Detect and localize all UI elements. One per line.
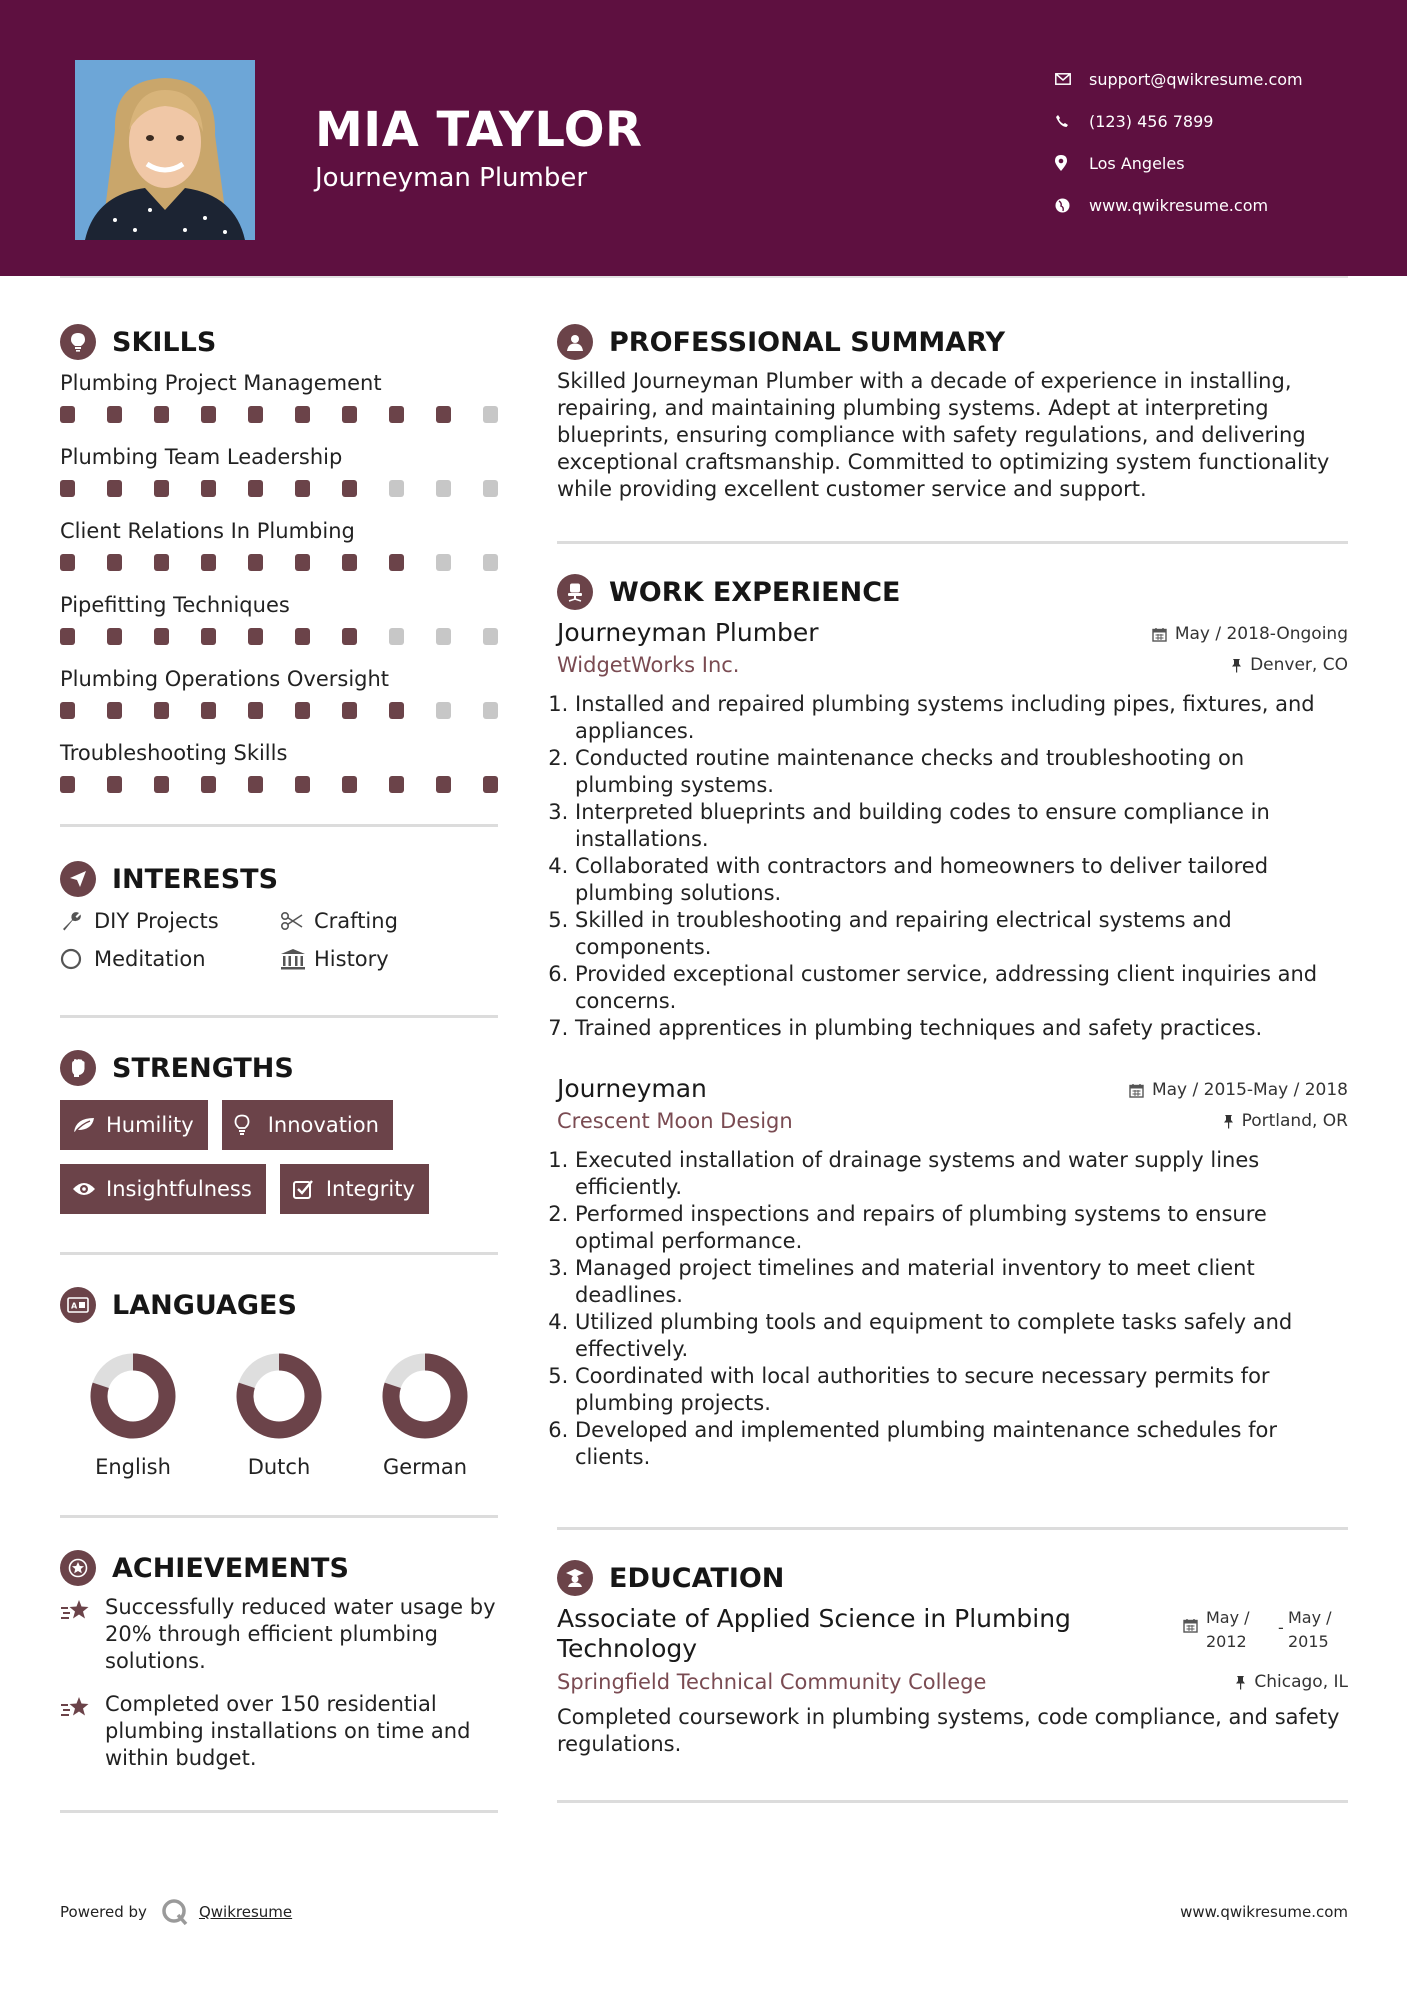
rating-dot-empty bbox=[483, 628, 498, 645]
summary-title: PROFESSIONAL SUMMARY bbox=[609, 326, 1006, 358]
contact-email-text: support@qwikresume.com bbox=[1089, 69, 1303, 89]
strengths-list bbox=[60, 1100, 498, 1214]
rating-dot-filled bbox=[342, 480, 357, 497]
duty-item: 2. Performed inspections and repairs of plumbing systems to ensure optimal performance. bbox=[575, 1201, 1348, 1255]
strength-badge bbox=[280, 1164, 429, 1214]
job-header bbox=[557, 1074, 1348, 1103]
circle-icon bbox=[60, 948, 94, 970]
interest-item bbox=[280, 947, 498, 971]
rating-dot-filled bbox=[342, 554, 357, 571]
rating-dot-filled bbox=[60, 776, 75, 793]
job-title: Journeyman bbox=[557, 1074, 707, 1103]
contact-website[interactable] bbox=[1055, 184, 1395, 226]
duty-item: 4. Utilized plumbing tools and equipment to complete tasks safely and effectively. bbox=[575, 1309, 1348, 1363]
education-end bbox=[1288, 1606, 1348, 1654]
job-location-text: Portland, OR bbox=[1241, 1111, 1348, 1131]
skill-rating bbox=[60, 768, 498, 812]
duty-item: 5. Coordinated with local authorities to secure necessary permits for plumbing projects. bbox=[575, 1363, 1348, 1417]
rating-dot-filled bbox=[154, 776, 169, 793]
experience-section bbox=[557, 572, 1348, 1471]
duty-item: 1. Executed installation of drainage systems and water supply lines efficiently. bbox=[575, 1147, 1348, 1201]
contact-email[interactable] bbox=[1055, 58, 1395, 100]
duty-item: 4. Collaborated with contractors and homeowners to deliver tailored plumbing solutions. bbox=[575, 853, 1348, 907]
job-duties bbox=[557, 691, 1348, 1042]
section-divider bbox=[60, 1515, 498, 1518]
languages-section bbox=[60, 1285, 498, 1479]
duty-item: 3. Interpreted blueprints and building codes to ensure compliance in installations. bbox=[575, 799, 1348, 853]
skill-rating bbox=[60, 546, 498, 590]
skills-heading bbox=[60, 322, 498, 362]
pushpin-icon bbox=[1223, 1114, 1234, 1129]
education-header bbox=[557, 1604, 1348, 1664]
rating-dot-filled bbox=[342, 406, 357, 423]
rating-dot-filled bbox=[60, 702, 75, 719]
rating-dot-filled bbox=[201, 702, 216, 719]
skills-title: SKILLS bbox=[112, 326, 217, 358]
interests-list bbox=[60, 909, 498, 971]
rating-dot-filled bbox=[389, 554, 404, 571]
summary-section bbox=[557, 322, 1348, 503]
job-subheader bbox=[557, 653, 1348, 677]
experience-title: WORK EXPERIENCE bbox=[609, 576, 901, 608]
rating-dot-filled bbox=[389, 406, 404, 423]
scissors-icon bbox=[280, 911, 314, 931]
user-icon bbox=[557, 324, 593, 360]
lightbulb-icon bbox=[60, 324, 96, 360]
left-column bbox=[60, 322, 498, 1813]
company-name: WidgetWorks Inc. bbox=[557, 653, 740, 677]
languages-title: LANGUAGES bbox=[112, 1289, 297, 1321]
degree-name: Associate of Applied Science in Plumbing Technology bbox=[557, 1604, 1071, 1663]
rating-dot-filled bbox=[154, 702, 169, 719]
language-item bbox=[60, 1351, 206, 1479]
interest-label: Meditation bbox=[94, 947, 206, 971]
lightbulb-icon bbox=[234, 1114, 268, 1136]
strength-badge bbox=[60, 1164, 266, 1214]
calendar-icon bbox=[1152, 627, 1167, 642]
globe-icon bbox=[1055, 195, 1089, 215]
education-date bbox=[1183, 1606, 1348, 1664]
rating-dot-empty bbox=[483, 406, 498, 423]
skills-section bbox=[60, 322, 498, 812]
rating-dot-filled bbox=[107, 628, 122, 645]
contact-location-text: Los Angeles bbox=[1089, 153, 1185, 173]
star-badge-icon bbox=[60, 1550, 96, 1586]
rating-dot-filled bbox=[436, 776, 451, 793]
achievements-heading bbox=[60, 1548, 498, 1588]
achievement-item bbox=[60, 1594, 498, 1675]
education-location-text: Chicago, IL bbox=[1254, 1672, 1348, 1692]
education-start bbox=[1206, 1606, 1278, 1654]
skill-item bbox=[60, 738, 498, 812]
job-header bbox=[557, 618, 1348, 647]
phone-icon bbox=[1055, 111, 1089, 131]
rating-dot-filled bbox=[60, 406, 75, 423]
language-item bbox=[206, 1351, 352, 1479]
eye-icon bbox=[72, 1181, 106, 1197]
contact-phone[interactable] bbox=[1055, 100, 1395, 142]
strength-label: Innovation bbox=[267, 1113, 379, 1137]
map-pin-icon bbox=[1055, 153, 1089, 173]
rating-dot-filled bbox=[248, 628, 263, 645]
envelope-icon bbox=[1055, 69, 1089, 89]
job-location bbox=[1231, 655, 1348, 675]
rating-dot-filled bbox=[107, 406, 122, 423]
paper-plane-icon bbox=[60, 861, 96, 897]
rating-dot-filled bbox=[295, 628, 310, 645]
rating-dot-filled bbox=[389, 702, 404, 719]
skill-rating bbox=[60, 472, 498, 516]
rating-dot-filled bbox=[60, 628, 75, 645]
school-name: Springfield Technical Community College bbox=[557, 1670, 987, 1694]
interest-item bbox=[280, 909, 498, 933]
strengths-section bbox=[60, 1048, 498, 1214]
footer bbox=[60, 1898, 1348, 1926]
skill-item bbox=[60, 664, 498, 738]
profile-photo bbox=[75, 60, 255, 240]
strengths-heading bbox=[60, 1048, 498, 1088]
interests-title: INTERESTS bbox=[112, 863, 279, 895]
rating-dot-filled bbox=[342, 776, 357, 793]
job-subheader bbox=[557, 1109, 1348, 1133]
contact-website-text: www.qwikresume.com bbox=[1089, 195, 1269, 215]
skills-list bbox=[60, 368, 498, 812]
skill-name: Plumbing Operations Oversight bbox=[60, 667, 390, 691]
calendar-icon bbox=[1183, 1618, 1198, 1633]
interests-heading bbox=[60, 859, 498, 899]
job-date bbox=[1152, 624, 1348, 644]
experience-heading bbox=[557, 572, 1348, 612]
achievement-text: Successfully reduced water usage by 20% through efficient plumbing solutions. bbox=[105, 1595, 496, 1673]
rating-dot-filled bbox=[342, 628, 357, 645]
duty-item: 1. Installed and repaired plumbing systems including pipes, fixtures, and appliances. bbox=[575, 691, 1348, 745]
rating-dot-filled bbox=[107, 776, 122, 793]
graduate-icon bbox=[557, 1560, 593, 1596]
rating-dot-filled bbox=[60, 554, 75, 571]
rating-dot-filled bbox=[248, 480, 263, 497]
language-name: English bbox=[95, 1455, 171, 1479]
section-divider bbox=[60, 1015, 498, 1018]
rating-dot-filled bbox=[154, 628, 169, 645]
education-start-month: May / bbox=[1206, 1608, 1250, 1627]
contact-phone-text: (123) 456 7899 bbox=[1089, 111, 1214, 131]
strength-label: Integrity bbox=[325, 1177, 415, 1201]
rating-dot-filled bbox=[295, 776, 310, 793]
rating-dot-empty bbox=[483, 554, 498, 571]
rating-dot-filled bbox=[295, 406, 310, 423]
shooting-star-icon bbox=[60, 1691, 105, 1772]
rating-dot-filled bbox=[342, 702, 357, 719]
skill-item bbox=[60, 368, 498, 442]
section-divider bbox=[60, 1252, 498, 1255]
language-proficiency-ring bbox=[234, 1351, 324, 1441]
education-title: EDUCATION bbox=[609, 1562, 785, 1594]
rating-dot-empty bbox=[483, 480, 498, 497]
skill-name: Pipefitting Techniques bbox=[60, 593, 290, 617]
strength-badge bbox=[60, 1100, 208, 1150]
interest-label: History bbox=[314, 947, 389, 971]
skill-rating bbox=[60, 398, 498, 442]
job-title: Journeyman Plumber bbox=[557, 618, 819, 647]
rating-dot-filled bbox=[295, 554, 310, 571]
header-divider bbox=[60, 276, 1348, 278]
job-entry bbox=[557, 618, 1348, 1042]
achievement-text: Completed over 150 residential plumbing installations on time and within budget. bbox=[105, 1692, 471, 1770]
rating-dot-filled bbox=[154, 480, 169, 497]
rating-dot-filled bbox=[154, 406, 169, 423]
rating-dot-filled bbox=[201, 628, 216, 645]
skill-name: Plumbing Team Leadership bbox=[60, 445, 343, 469]
skill-rating bbox=[60, 694, 498, 738]
museum-icon bbox=[280, 948, 314, 970]
rating-dot-filled bbox=[201, 776, 216, 793]
pushpin-icon bbox=[1231, 658, 1242, 673]
interests-section bbox=[60, 859, 498, 971]
rating-dot-filled bbox=[201, 480, 216, 497]
strengths-title: STRENGTHS bbox=[112, 1052, 294, 1084]
interest-label: DIY Projects bbox=[94, 909, 219, 933]
candidate-title: Journeyman Plumber bbox=[315, 163, 588, 193]
section-divider bbox=[557, 1527, 1348, 1530]
language-name: Dutch bbox=[247, 1455, 311, 1479]
rating-dot-filled bbox=[436, 406, 451, 423]
section-divider bbox=[557, 1800, 1348, 1803]
leaf-icon bbox=[72, 1116, 106, 1134]
job-date-text: May / 2015-May / 2018 bbox=[1151, 1080, 1348, 1100]
strength-label: Humility bbox=[106, 1113, 194, 1137]
skill-name: Plumbing Project Management bbox=[60, 371, 382, 395]
svg-text:A: A bbox=[71, 1301, 78, 1311]
education-start-year: 2012 bbox=[1206, 1632, 1247, 1651]
rating-dot-filled bbox=[201, 554, 216, 571]
duty-item: 7. Trained apprentices in plumbing techniques and safety practices. bbox=[575, 1015, 1348, 1042]
interest-label: Crafting bbox=[314, 909, 398, 933]
check-square-icon bbox=[292, 1178, 326, 1200]
rating-dot-filled bbox=[107, 554, 122, 571]
fist-icon bbox=[60, 1050, 96, 1086]
powered-by bbox=[60, 1898, 292, 1926]
rating-dot-empty bbox=[389, 628, 404, 645]
languages-list bbox=[60, 1351, 498, 1479]
job-date bbox=[1129, 1080, 1348, 1100]
strength-label: Insightfulness bbox=[106, 1177, 252, 1201]
rating-dot-filled bbox=[483, 776, 498, 793]
education-section bbox=[557, 1558, 1348, 1758]
rating-dot-filled bbox=[107, 480, 122, 497]
education-description: Completed coursework in plumbing systems, code compliance, and safety regulations. bbox=[557, 1705, 1340, 1756]
shooting-star-icon bbox=[60, 1594, 105, 1675]
strength-badge bbox=[222, 1100, 393, 1150]
rating-dot-filled bbox=[201, 406, 216, 423]
section-divider bbox=[557, 541, 1348, 544]
skill-item bbox=[60, 590, 498, 664]
job-location-text: Denver, CO bbox=[1250, 655, 1348, 675]
calendar-icon bbox=[1129, 1083, 1144, 1098]
job-date-text: May / 2018-Ongoing bbox=[1174, 624, 1348, 644]
duty-item: 5. Skilled in troubleshooting and repairing electrical systems and components. bbox=[575, 907, 1348, 961]
rating-dot-filled bbox=[107, 702, 122, 719]
candidate-name: MIA TAYLOR bbox=[315, 102, 643, 158]
rating-dot-empty bbox=[389, 480, 404, 497]
rating-dot-filled bbox=[248, 776, 263, 793]
rating-dot-filled bbox=[248, 702, 263, 719]
languages-heading bbox=[60, 1285, 498, 1325]
summary-text: Skilled Journeyman Plumber with a decade of experience in installing, repairing, and maintaining plumbing systems. Adept at interpreting blueprints, ensuring compliance with safety regulations, and delivering exceptional craftsmanship. Committed to optimizing system functionality while providing excellent customer service and support. bbox=[557, 369, 1330, 501]
contact-location bbox=[1055, 142, 1395, 184]
pushpin-icon bbox=[1235, 1675, 1246, 1690]
language-name: German bbox=[382, 1455, 468, 1479]
rating-dot-filled bbox=[154, 554, 169, 571]
education-location bbox=[1235, 1672, 1348, 1692]
achievement-item bbox=[60, 1691, 498, 1772]
job-entry bbox=[557, 1074, 1348, 1471]
office-chair-icon bbox=[557, 574, 593, 610]
interest-item bbox=[60, 909, 280, 933]
duty-item: 3. Managed project timelines and material inventory to meet client deadlines. bbox=[575, 1255, 1348, 1309]
section-divider bbox=[60, 824, 498, 827]
wrench-icon bbox=[60, 910, 94, 932]
company-name: Crescent Moon Design bbox=[557, 1109, 793, 1133]
skill-rating bbox=[60, 620, 498, 664]
rating-dot-empty bbox=[436, 480, 451, 497]
footer-website[interactable]: www.qwikresume.com bbox=[1180, 1903, 1348, 1921]
achievements-title: ACHIEVEMENTS bbox=[112, 1552, 349, 1584]
rating-dot-filled bbox=[248, 406, 263, 423]
education-heading bbox=[557, 1558, 1348, 1598]
skill-item bbox=[60, 442, 498, 516]
achievements-section bbox=[60, 1548, 498, 1772]
education-end-month: May / bbox=[1288, 1608, 1332, 1627]
rating-dot-filled bbox=[248, 554, 263, 571]
duty-item: 2. Conducted routine maintenance checks and troubleshooting on plumbing systems. bbox=[575, 745, 1348, 799]
qwikresume-logo-icon bbox=[161, 1898, 189, 1926]
job-location bbox=[1223, 1111, 1348, 1131]
job-duties bbox=[557, 1147, 1348, 1471]
rating-dot-filled bbox=[60, 480, 75, 497]
summary-heading bbox=[557, 322, 1348, 362]
qwikresume-link[interactable]: Qwikresume bbox=[198, 1903, 293, 1921]
duty-item: 6. Developed and implemented plumbing maintenance schedules for clients. bbox=[575, 1417, 1348, 1471]
language-proficiency-ring bbox=[88, 1351, 178, 1441]
rating-dot-empty bbox=[436, 554, 451, 571]
powered-by-text: Powered by bbox=[60, 1903, 147, 1921]
rating-dot-filled bbox=[389, 776, 404, 793]
language-proficiency-ring bbox=[380, 1351, 470, 1441]
rating-dot-empty bbox=[436, 702, 451, 719]
contact-list bbox=[1055, 58, 1395, 226]
skill-name: Client Relations In Plumbing bbox=[60, 519, 355, 543]
rating-dot-filled bbox=[295, 480, 310, 497]
language-card-icon bbox=[60, 1287, 96, 1323]
language-item bbox=[352, 1351, 498, 1479]
duty-item: 6. Provided exceptional customer service, addressing client inquiries and concerns. bbox=[575, 961, 1348, 1015]
resume-header bbox=[0, 0, 1407, 276]
right-column bbox=[557, 322, 1348, 1803]
education-subheader bbox=[557, 1670, 1348, 1694]
rating-dot-empty bbox=[436, 628, 451, 645]
section-divider bbox=[60, 1810, 498, 1813]
education-date-separator: - bbox=[1278, 1618, 1284, 1637]
interest-item bbox=[60, 947, 280, 971]
rating-dot-empty bbox=[483, 702, 498, 719]
skill-name: Troubleshooting Skills bbox=[60, 741, 288, 765]
rating-dot-filled bbox=[295, 702, 310, 719]
skill-item bbox=[60, 516, 498, 590]
education-end-year: 2015 bbox=[1288, 1632, 1329, 1651]
